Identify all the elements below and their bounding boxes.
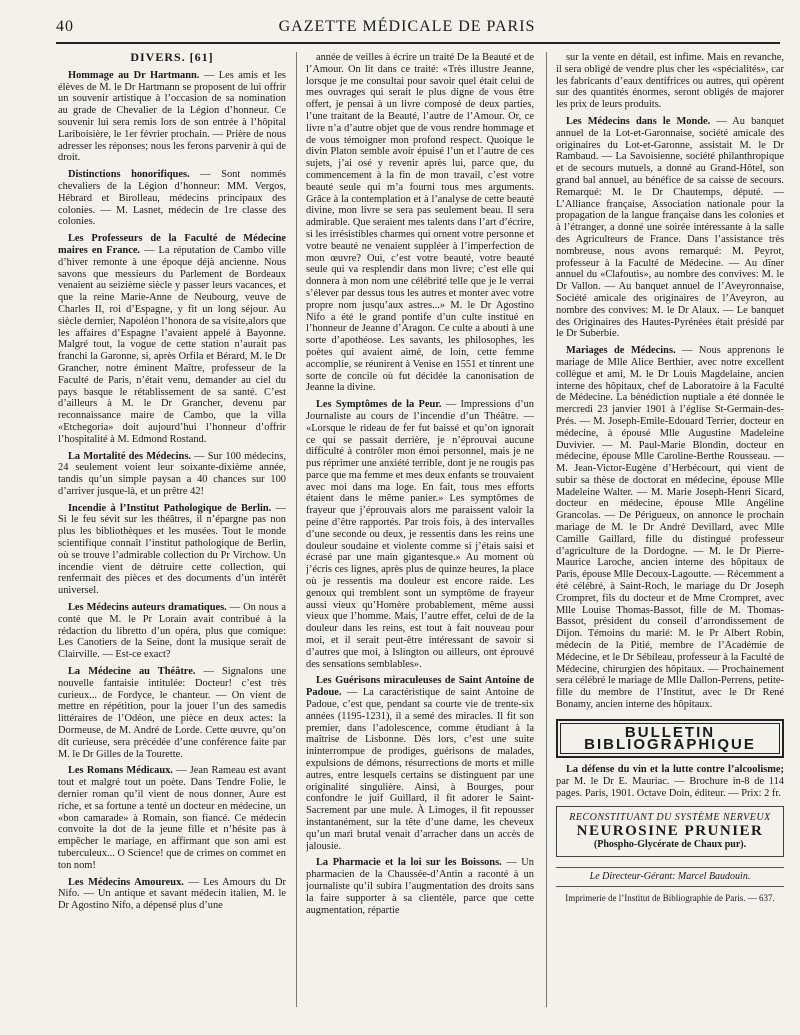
article-body: — Signalons une nouvelle fantaisie intitulée: Docteur! c’est très curieux... de Fordyce, le chanteur. — On vient de mettre en répétition, pour la jouer l’un des samedis littéraires de l’Odéon, une pièce en deux actes: la Dormeuse, de M. André de Lorde. Cette œuvre, qu’on dit curieuse, sera précédée d’une conférence faite par M. le Dr Gilles de la Tourette. xyxy=(58,666,286,760)
article-heading: Les Professeurs de la Faculté de Médecine maires en France. xyxy=(58,233,286,256)
column-3 xyxy=(556,52,784,1027)
column-1-articles xyxy=(58,70,286,912)
article-body: — Les amis et les élèves de M. le Dr Hartmann se proposent de lui offrir un souvenir artistique à l’occasion de sa nomination au grade de Chevalier de la Légion d’honneur. Ce souvenir lui sera remis lors de son entrée à l’hôpital Lariboisière, le 1er février prochain. — Prière de nous adresser les réponses; nous les ferons parvenir à qui de droit. xyxy=(58,69,286,164)
article-heading: Distinctions honorifiques. xyxy=(68,169,190,181)
column-2 xyxy=(306,52,534,1027)
ad-product-name: NEUROSINE PRUNIER xyxy=(576,822,764,839)
article-body: année de veilles à écrire un traité De la Beauté et de l’Amour. On lit dans ce traité: «Très illustre Jeanne, lorsque je me consultai pour savoir quel était celui de mes ouvrages qui serait le plus digne de vous être offert, je pensai à un livre composé de deux parties, l’une traitant de la Beauté, l’autre de l’Amour. Or, ce livre n’a d’autre objet que de vous rendre hommage et de vous témoigner mon profond respect. Quoique le divin Platon semble avoir épuisé l’un et l’autre de ces sujets, j’ai osé y revenir après lui, parce que, du commencement à la fin de mon travail, c’est votre beauté seule qui m’a fourni tous mes arguments. Grâce à la contemplation et à l’analyse de cette beauté divine, mon livre se sera pas seulement beau. Il sera admirable. Que seraient mes talents dans l’art d’écrire, si les irrésistibles charmes qui ornent votre personne et votre beauté ne venaient suppléer à l’imperfection de mon œuvre? Oui, c’est votre beauté, votre beauté seule qui va resplendir dans mon livre; c’est elle qui donnera à mon nom une célébrité telle que je le verrai s’élever par dessus tous les autres et monter avec votre propre nom jusqu’aux astres...» M. le Dr Agostino Nifo a été le grand pontife d’un culte institué en l’honneur de Jeanne d’Aragon. Ce culte a abouti à une sorte d’apothéose. Les savants, les philosophes, les poètes qui avaient aimé, de loin, cette femme accomplie, se réunirent à Venise en 1551 et tinrent une sorte de concile où fut décidée la canonisation de Jeanne la divine. xyxy=(306,52,534,394)
article-heading: Les Médecins Amoureux. xyxy=(68,876,184,888)
ad-tagline: RECONSTITUANT DU SYSTÈME NERVEUX xyxy=(569,811,771,823)
article-body: sur la vente en détail, est infime. Mais en revanche, il sera obligé de vendre plus cher les «spécialités», car les fabricants d’eaux dentifrices ou autres, qui opèrent sur des quantités énormes, seront obligés de majorer les prix de leurs produits. xyxy=(556,52,784,111)
printer-line: Imprimerie de l’Institut de Bibliographie de Paris. — 637. xyxy=(565,893,775,903)
article-paragraph xyxy=(58,877,286,912)
article-heading: La Mortalité des Médecins. xyxy=(68,450,191,462)
column-divider xyxy=(546,52,547,1007)
article-body: — Si le feu sévit sur les théâtres, il n’épargne pas non plus les bibliothèques et les musées. Tout le monde scientifique connaît l’institut pathologique de Berlin, où se trouve l’admirable collection du Pr Virchow. Un incendie vient de détruire cette collection, qui renfermait des pièces et des documents d’un intérêt universel. xyxy=(58,502,286,597)
article-body: — La caractéristique de saint Antoine de Padoue, c’est que, pendant sa courte vie de trente-six années (1195-1231), il a semé des miracles. Il fit son premier, dans l’adolescence, comme étudiant à la maîtrise de Lisbonne. Dès lors, c’est une suite ininterrompue de prodiges, guérisons de malades, expulsions de démons, résurrections de morts et mille autres, entre lesquels certains se distinguent par une originalité singulière. Ainsi, à Bourges, pour confondre le juif Guillard, il fit adorer le Saint-Sacrement par une mule. À Limoges, il fit repousser instantanément, sur la tête d’une dame, les cheveux qu’un mari brutal venait d’arracher dans un accès de jalousie. xyxy=(306,687,534,852)
page-number: 40 xyxy=(56,18,74,35)
article-heading: Les Guérisons miraculeuses de Saint Antoine de Padoue. xyxy=(306,675,534,699)
article-paragraph xyxy=(58,765,286,871)
page-header xyxy=(56,18,780,44)
article-paragraph xyxy=(306,857,534,916)
ad-description: (Phospho-Glycérate de Chaux pur). xyxy=(593,839,747,851)
bulletin-entry-title: La défense du vin et la lutte contre l’alcoolisme; xyxy=(566,764,784,776)
column-divider xyxy=(296,52,297,1007)
column-1 xyxy=(58,52,286,1027)
bulletin-entry-body: par M. le Dr E. Mauriac. — Brochure in-8 de 114 pages. Paris, 1901. Octave Doin, éditeur. — Prix: 2 fr. xyxy=(556,776,784,800)
article-body: — Au banquet annuel de la Lot-et-Garonnaise, société amicale des originaires du Lot-et-Garonne, assistait M. le Dr Rambaud. — La Savoisienne, société philanthropique et de secours mutuels, a donné au Grand-Hôtel, son grand bal annuel, au bénéfice de sa caisse de secours. Remarqué: M. le Dr Chautemps, député. — L’Alliance française, Association nationale pour la propagation de la langue française dans les colonies et à l’étranger, a donné une soirée intéressante à la salle des Agriculteurs de France. Dans l’assistance très nombreuse, nous avons remarqué: M. Peyrot, professeur à la Faculté de Médecine. — Au dîner annuel du «Clafoutis», au nombre des convives: M. le Dr Vallon. — Au banquet annuel de l’Aveyronnaise, Société amicale des originaires de l’Aveyron, au nombre des convives: M. le Dr Alaux. — Le banquet des Originaires des Hautes-Pyrénées était présidé par le Dr Suberbie. xyxy=(556,115,784,340)
article-body: — On nous a conté que M. le Pr Lorain avait contribué à la rédaction du libretto d’un opéra, plus que comique: Les Canotiers de la Seine, dont la musique serait de Clairville. — Est-ce exact? xyxy=(58,602,286,661)
article-paragraph xyxy=(58,451,286,498)
column-3-articles xyxy=(556,52,784,711)
article-paragraph xyxy=(58,169,286,228)
article-heading: Hommage au Dr Hartmann. xyxy=(68,69,200,81)
article-body: — Un pharmacien de la Chaussée-d’Antin a raconté à un journaliste qu’il subira l’augmentation des droits sans la faire supporter à sa clientèle, parce que cette augmentation, répartie xyxy=(306,857,534,916)
article-heading: Les Romans Médicaux. xyxy=(68,765,173,777)
bulletin-banner xyxy=(556,719,784,759)
bulletin-entry xyxy=(556,764,784,799)
journal-title: GAZETTE MÉDICALE DE PARIS xyxy=(278,18,536,35)
article-heading: La Médecine au Théâtre. xyxy=(68,666,196,678)
director-signature: Le Directeur-Gérant: Marcel Baudouin. xyxy=(556,867,784,887)
article-paragraph xyxy=(306,399,534,670)
article-heading: La Pharmacie et la loi sur les Boissons. xyxy=(316,857,502,869)
article-heading: Mariages de Médecins. xyxy=(566,345,676,357)
article-paragraph xyxy=(58,602,286,661)
article-paragraph xyxy=(306,52,534,394)
article-body: — Impressions d’un Journaliste au cours de l’incendie d’un Théâtre. — «Lorsque le rideau de fer fut baissé et qu’on ignorait ce qui se passait derrière, je n’éprouvai aucune difficulté à contrôler mon émoi personnel, mais je ne pus réprimer une anxiété terrible, dont je ne rougis pas parce que ma femme et mes deux enfants se trouvaient avec moi dans ma loge. En fait, tous mes efforts étaient dans le même panier.» Les symptômes de frayeur que j’éprouvais alors me paraissent valoir la peine d’être rapportés. Par trois fois, à des intervalles d’une seconde ou deux, je ressentis dans les reins une douleur soudaine et violente comme si j’étais saisi et écrasé par une main gigantesque.» Au moment où j’écris ces lignes, après plus de quinze heures, la place où je ressentis ma douleur est encore raide. Les genoux qui tremblent sont un symptôme de frayeur aussi vieux qu’Homère probablement, même aussi vieux que l’homme. Mais, l’autre effet, celui de de la douleur dans les reins, est tout à fait nouveau pour moi, et il serait peut-être intéressant de savoir si d’autres que moi, à Islington ou ailleurs, ont éprouvé des sensations semblables». xyxy=(306,399,534,670)
section-title: DIVERS. [61] xyxy=(130,52,214,64)
article-body: — Les Amours du Dr Nifo. — Un antique et savant médecin italien, M. le Dr Agostino Nifo, a dépensé plus d’une xyxy=(58,876,286,912)
column-2-articles xyxy=(306,52,534,916)
article-paragraph xyxy=(306,675,534,852)
article-heading: Les Médecins dans le Monde. xyxy=(566,115,711,127)
article-body: — Sont nommés chevaliers de la Légion d’honneur: MM. Vergos, Hébrard et Birolleau, médecins principaux des colonies. — M. Lasnet, médecin de 1re classe des colonies. xyxy=(58,169,286,228)
bulletin-title: BULLETIN BIBLIOGRAPHIQUE xyxy=(560,723,780,755)
article-paragraph xyxy=(58,70,286,164)
article-paragraph xyxy=(556,116,784,340)
article-paragraph xyxy=(556,345,784,711)
article-heading: Incendie à l’Institut Pathologique de Berlin. xyxy=(68,502,272,514)
article-heading: Les Symptômes de la Peur. xyxy=(316,399,442,411)
article-body: — Nous apprenons le mariage de Mlle Alice Berthier, avec notre excellent collègue et ami, M. le Dr Louis Magdelaine, ancien interne des hôpitaux, chef de Laboratoire à la Faculté de Médecine. La bénédiction nuptiale a été donnée le mercredi 23 janvier 1901 à l’église St-Germain-des-Prés. — M. Joseph-Emile-Edouard Terrier, docteur en médecine, à épousé Mlle Augustine Madeleine Duvivier. — M. Paul-Marie Blondin, docteur en médecine, épouse Mlle Caroline-Berthe Rousseau. — M. Jean-Victor-Eugène d’Herbécourt, qui vient de subir sa thèse de doctorat en médecine, épouse Mlle Madeleine Walter. — M. Marie Joseph-Henri Sicard, docteur en médecine, épouse Mlle Angéline Grancolas. — De Périgueux, on annonce le prochain mariage de M. le Dr André Devillard, avec Mlle Camille Gaillard, fille du distingué professeur d’agriculture de la Dordogne. — M. le Dr Pierre-Maurice Laroche, ancien interne des hôpitaux de Paris, épouse Mlle Decoux-Lagoutte. — Récemment a été célébré, à Saint-Roch, le mariage du Dr Joseph Crompret, fils du docteur et de Mme Crompret, avec Mlle Louise Thomas-Bassot, fille de M. Thomas-Bassot, président du conseil d’arrondissement de Dijon. Témoins du marié: M. le Pr Albert Robin, médecin de la Pitié, membre de l’Académie de Médecine, et le Dr Sébileau, professeur à la Faculté de Médecine, chirurgien des hôpitaux. — Prochainement sera célébré le mariage de Mlle Dallon-Perrens, petite-fille du membre de l’Institut, avec le Dr René Bonamy, ancien interne des hôpitaux. xyxy=(556,345,784,711)
article-paragraph xyxy=(58,503,286,597)
advertisement xyxy=(556,806,784,857)
article-body: — La réputation de Cambo ville d’hiver remonte à une époque déjà ancienne. Nous savons que messieurs du Parlement de Bordeaux venaient au seizième siècle y passer leurs vacances, et que la reine Marie-Anne de Neubourg, veuve de Charles II, roi d’Espagne, y fit un long séjour. Au siècle dernier, Napoléon l’honora de sa visite,alors que les affaires d’Espagne l’avaient appelé à Bayonne. Malgré tout, la vogue de cette station n’aurait pas franchi la Garonne, si, après Orfila et Bérard, M. le Dr Grancher, notre éminent Maître, professeur de la Faculté de Paris, n’était venu, demander au ciel du pays basque le rétablissement de sa santé. C’est d’ailleurs à M. le Dr Grancher, devenu par reconnaissance maire de Cambo, que la villa «Etchegoria» doit aujourd’hui l’honneur d’offrir l’hospitalité à M. Edmond Rostand. xyxy=(58,244,286,445)
article-paragraph xyxy=(58,666,286,760)
article-paragraph xyxy=(556,52,784,111)
article-paragraph xyxy=(58,233,286,445)
article-body: — Sur 100 médecins, 24 seulement voient leur soixante-dixième année, tandis qu’un simple paysan a 40 chances sur 100 d’arriver jusque-là, et un prêtre 42! xyxy=(58,450,286,497)
article-heading: Les Médecins auteurs dramatiques. xyxy=(68,602,227,614)
article-body: — Jean Rameau est avant tout et malgré tout un poète. Dans Tendre Folie, le dernier roman qu’il vient de nous donner, Aure est riche, et sa fortune a tenté un docteur en médecine, un «bon camarade» à Romain, son fiancé. Ce médecin convoite la dot de la jeune fille et n’hésite pas à empêcher le mariage, en affirmant que son ami est tuberculeux... O Science! que de crimes on commet en ton nom! xyxy=(58,765,286,871)
